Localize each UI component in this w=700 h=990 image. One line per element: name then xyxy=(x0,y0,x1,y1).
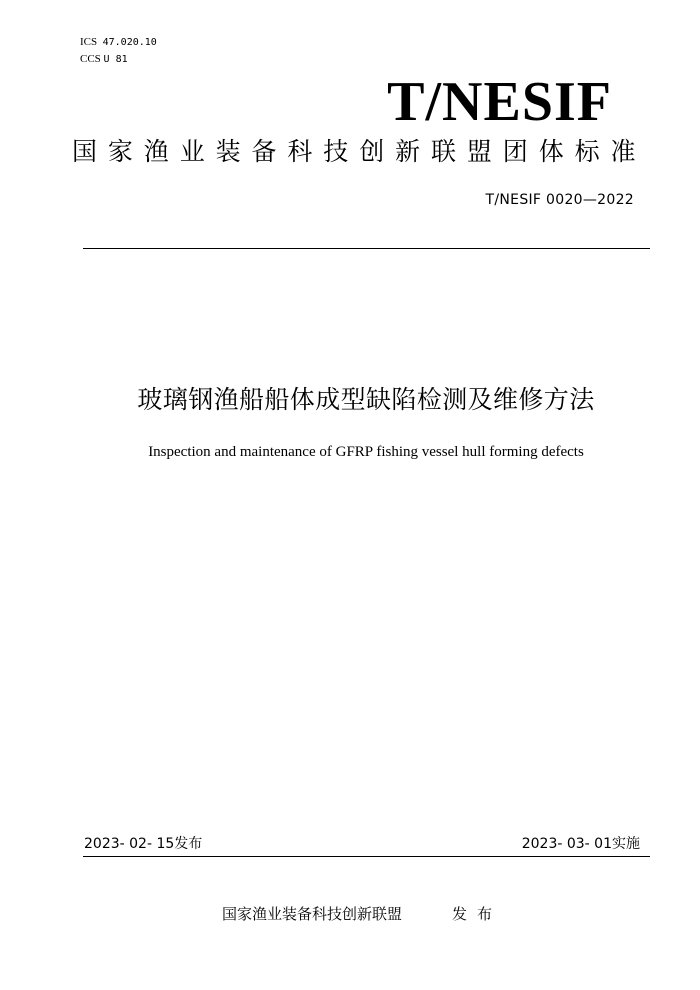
classification-codes xyxy=(80,34,157,68)
ics-label: ICS xyxy=(80,36,98,48)
footer-divider xyxy=(83,856,650,857)
document-title-english: Inspection and maintenance of GFRP fishing vessel hull forming defects xyxy=(148,444,584,460)
org-standard-type: 国家渔业装备科技创新联盟团体标准 xyxy=(72,137,647,166)
ics-code: 47.020.10 xyxy=(102,37,157,48)
standard-number: T/NESIF 0020—2022 xyxy=(485,192,634,208)
ccs-label: CCS xyxy=(80,53,101,65)
ics-line xyxy=(80,34,157,51)
publisher-name: 国家渔业装备科技创新联盟 xyxy=(222,905,403,923)
document-title-chinese: 玻璃钢渔船船体成型缺陷检测及维修方法 xyxy=(137,385,595,414)
ccs-line xyxy=(80,51,157,68)
header-divider xyxy=(83,248,650,249)
implementation-date: 2023- 03- 01实施 xyxy=(521,836,640,852)
ccs-code: U 81 xyxy=(103,54,128,65)
publish-label: 发布 xyxy=(452,905,503,923)
standard-logo: T/NESIF xyxy=(387,71,612,133)
issue-date: 2023- 02- 15发布 xyxy=(84,836,203,852)
